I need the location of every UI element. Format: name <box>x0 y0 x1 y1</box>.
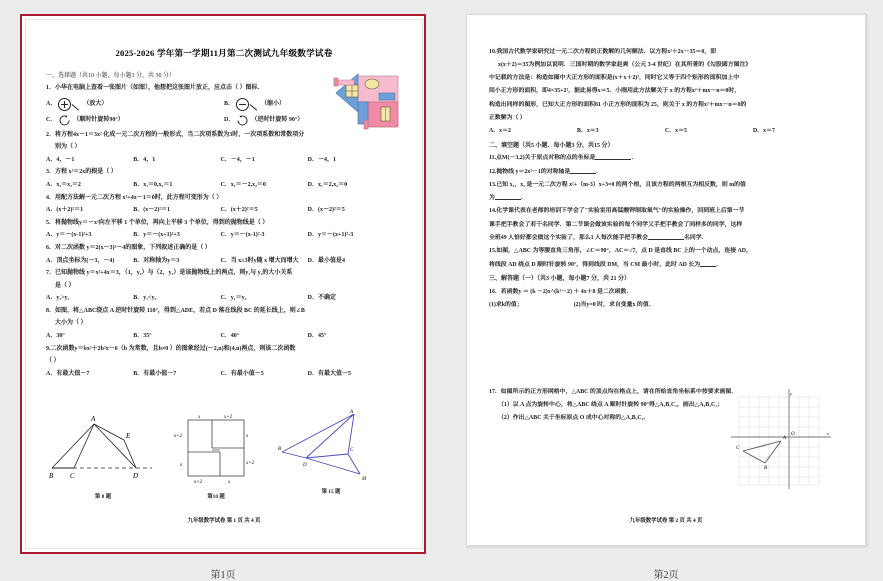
option-1C-label: C． <box>46 116 57 123</box>
option-7C: C．y₁＝y₂ <box>220 295 247 302</box>
page-2-frame[interactable] <box>466 14 866 546</box>
question-16-part-1: (1)求k的值； <box>489 301 523 308</box>
question-2-cont: 别为（ ） <box>55 144 81 151</box>
page-2-caption: 第2页 <box>653 570 679 581</box>
option-4B: B．(x－2)²＝1 <box>133 207 171 214</box>
question-14-tail: 名同学． <box>684 235 708 242</box>
question-13: 13.已知 x₁，x₂ 是一元二次方程 x²+（m-3）x+3=0 的两个根，且该方程的两根互为相反数，则 m的值 <box>489 181 746 188</box>
page-title: 2025-2026 学年第一学期11月第二次测试九年级数学试卷 <box>115 48 333 58</box>
question-11-tail: ． <box>631 155 638 162</box>
option-6B: B．对称轴为y＝3 <box>133 257 180 264</box>
page-2-content <box>467 15 865 545</box>
option-1C-text: （顺时针旋转90°） <box>73 116 124 123</box>
option-9C: C．有最小值－5 <box>220 370 264 377</box>
figure-15 <box>276 408 386 497</box>
question-15-tail: ． <box>716 261 723 268</box>
page-2-sheet <box>467 15 865 545</box>
svg-text:x+2: x+2 <box>174 434 183 439</box>
svg-text:x: x <box>246 434 249 439</box>
question-16: 16．若函数y ＝ (k －2)x^(k²－2) ＋ 4x＋8 是二次函数． <box>489 288 633 295</box>
question-10-line-5: 构造出同样的图形，已知大正方形的面积81 小正方形的面积为 25，则关于 x 的方程x²＋mx－n＝0的 <box>489 101 747 108</box>
option-4A: A．(x＋2)²＝1 <box>46 207 84 214</box>
option-10A: A．x＝2 <box>489 128 511 135</box>
question-17-part-2: （2）作出△ABC 关于坐标原点 O 成中心对称的△A₂B₂C₂． <box>498 415 650 422</box>
page-thumbnail-2[interactable] <box>466 14 866 581</box>
page-1-sheet <box>25 19 423 549</box>
answer-blank-14 <box>648 234 684 240</box>
figure-8 <box>48 412 158 502</box>
question-13-cont-text: 为 <box>489 195 495 202</box>
svg-text:D: D <box>303 463 307 468</box>
page-1-content <box>26 20 422 548</box>
magnifier-handle-icon <box>72 104 79 110</box>
svg-text:y: y <box>790 391 792 396</box>
option-2A: A．4，－1 <box>46 156 75 163</box>
magnifier-handle-icon <box>250 104 257 110</box>
option-10B: B．x＝3 <box>577 128 599 135</box>
question-4-options <box>46 205 402 216</box>
option-7A: A．y₁>y₂ <box>46 295 70 302</box>
option-4D: D．(x－2)²＝5 <box>307 207 345 214</box>
option-7D: D．不确定 <box>307 295 336 302</box>
question-10-line-2: x(x＋2)＝35为例加以说明．三国时期的数学家赵爽（公元 3-4 世纪）在其所著的《勾股圆方图注》 <box>498 61 752 68</box>
page-thumbnail-1[interactable] <box>20 14 426 581</box>
option-3D: D．x₁＝2,x₂＝0 <box>307 181 348 188</box>
question-9-cont: （ ） <box>46 358 60 365</box>
svg-text:O: O <box>791 432 795 437</box>
answer-blank-11 <box>595 154 631 160</box>
zoom-out-icon <box>236 98 249 111</box>
option-1D-label: D． <box>224 116 235 123</box>
question-14-line-3-text: 全班49 人恰好都会做这个实验了，那么1 人每次能手把手教会 <box>489 235 649 242</box>
figure-15-drawing <box>276 408 386 488</box>
svg-text:x+2: x+2 <box>246 461 255 466</box>
question-9-options <box>46 369 402 380</box>
page-1-caption: 第1页 <box>210 570 236 581</box>
figure-8-caption: 第 8 题 <box>94 494 112 501</box>
option-1A <box>46 98 224 111</box>
question-7-cont: 是（ ） <box>55 282 75 289</box>
svg-text:M: M <box>362 477 367 482</box>
option-3A: A．x₁＝x₂＝2 <box>46 181 81 188</box>
question-2-options <box>46 155 402 166</box>
question-14-line-3 <box>489 233 841 245</box>
option-6C: C．当 x≥3时y随 x 增大而增大 <box>220 257 299 264</box>
question-14-line-1: 14.化学课代表在老师的培训下学会了"实验室用高锰酸钾制取氧气"的实验操作，回到班上后第一节 <box>489 208 745 215</box>
question-17-part-1: （1）以 A 点为旋转中心，将△ABC 绕点 A 顺时针旋转 90°得△A₁B₁C₁，画出△A₁B₁C₁； <box>498 401 723 408</box>
option-4C: C．(x＋2)²＝5 <box>220 207 258 214</box>
option-9B: B．有最小值－7 <box>133 370 177 377</box>
option-8C: C．40° <box>220 333 240 340</box>
rotate-ccw-icon <box>236 114 249 127</box>
svg-text:A: A <box>350 410 354 415</box>
question-17: 17．如图所示的正方形网格中，△ABC 的顶点均在格点上，请在所给直角坐标系中按要求画图． <box>489 388 738 395</box>
option-1A-label: A． <box>46 100 57 107</box>
option-8B: B．35° <box>133 333 152 340</box>
option-9D: D．有最大值－5 <box>307 370 351 377</box>
svg-text:C: C <box>736 446 740 451</box>
question-5: 5．将抛物线y＝－x²向左平移 1 个单位，再向上平移 3 个单位，得到的抛物线是（ ） <box>46 219 269 226</box>
option-1C <box>46 114 224 127</box>
question-13-cont <box>489 193 841 205</box>
question-12-text: 12.抛物线 y＝2x²－1的对称轴是 <box>489 168 571 175</box>
page-1-selection-frame[interactable] <box>20 14 426 554</box>
option-2B: B．4，1 <box>133 156 156 163</box>
question-9: 9.二次函数y＝bx²＋2b²x－6（b 为常数，且b≠0 ）的图象经过(－2,n)和(4,n)两点，则该二次函数 <box>46 345 296 352</box>
question-6-options <box>46 256 402 267</box>
question-15-line-1: 15.如图，△ABC 为等腰直角三角形，∠C＝90°，AC＝√7，点 D 是直线 BC 上的一个动点，连接 AD， <box>489 248 752 255</box>
option-5C: C．y＝－(x-1)²-3 <box>220 232 265 239</box>
svg-text:A: A <box>91 415 96 423</box>
svg-text:B: B <box>49 472 54 480</box>
svg-text:x: x <box>827 431 829 436</box>
figure-15-caption: 第 15 题 <box>321 489 341 496</box>
option-1B-text: （缩小） <box>261 100 286 107</box>
section-3-heading: 三、解答题（一）（共3 小题，每小题7 分，共 21 分） <box>489 276 631 282</box>
option-10D: D．x＝7 <box>753 128 775 135</box>
question-15-line-2 <box>489 260 841 272</box>
svg-text:x: x <box>228 480 231 485</box>
option-10C: C．x＝5 <box>665 128 687 135</box>
question-3: 3．方程 x²＝2x的根是（ ） <box>46 169 117 176</box>
section-1-heading: 一、选择题（共10 小题，每小题3 分，共 30 分） <box>46 72 176 79</box>
question-8: 8．如图，将△ABC绕点 A 逆时针旋转 110°，得到△ADE，若点 D 落在线段 BC 的延长线上，则∠B <box>46 307 305 314</box>
rotate-cw-icon <box>58 114 71 127</box>
svg-text:x: x <box>198 415 201 420</box>
question-16-part-2: (2)当y=0 时，求自变量x 的值． <box>573 301 655 308</box>
svg-text:x+2: x+2 <box>224 415 233 420</box>
option-8D: D．45° <box>307 333 327 340</box>
question-13-tail: ． <box>520 195 527 202</box>
svg-text:C: C <box>70 472 75 480</box>
option-6A: A．顶点坐标为(－3，－4) <box>46 257 115 264</box>
option-5B: B．y＝－(x+1)²+3 <box>133 232 180 239</box>
zoom-in-icon <box>58 98 71 111</box>
option-7B: B．y₁<y₂ <box>133 295 157 302</box>
option-2D: D．－4，1 <box>307 156 336 163</box>
question-1: 1．小华在电脑上查看一张图片（如图），他想把这张图片放正，应点击（ ）图标． <box>46 85 264 92</box>
question-11-text: 11.点M(－3,2)关于原点对称的点的坐标是 <box>489 155 596 162</box>
option-1A-text: （放大） <box>83 100 108 107</box>
question-12-tail: ． <box>596 168 603 175</box>
svg-text:x: x <box>180 463 183 468</box>
page-2-footer: 九年级数学试卷 第 2 页 共 4 页 <box>629 518 703 525</box>
answer-blank-15 <box>700 261 716 267</box>
option-9A: A．有最大值－7 <box>46 370 90 377</box>
figure-10-drawing <box>166 412 266 486</box>
figure-17-grid <box>731 389 835 493</box>
question-7: 7．已知抛物线 y＝x²+4x＝3，（1，y₁）与（2，y₂）是该抛物线上的两点，则y₁与 y₂的大小关系 <box>46 270 293 277</box>
question-7-options <box>46 293 402 304</box>
question-5-options <box>46 230 402 241</box>
svg-text:A: A <box>783 436 787 441</box>
section-2-heading: 二、填空题（共5 小题．每小题3 分，共15 分） <box>489 142 614 149</box>
question-10-line-4: 间小正方形的面积，即4×35+2²，据此易得x＝5．小刚用此方法解关于 x 的方程x²＋mx－n＝0时， <box>489 88 741 95</box>
question-8-options <box>46 331 402 342</box>
svg-text:C: C <box>350 448 354 453</box>
question-10-line-3: 中记载的方法是：构造如图中大正方形的面积是(x＋x＋2)²，同时它又等于四个矩形的面积加上中 <box>489 75 740 82</box>
answer-blank-12 <box>570 168 596 174</box>
figure-10-caption: 第10 题 <box>207 494 225 501</box>
question-10-line-6: 正数解为（ ） <box>489 115 526 122</box>
option-6D: D．最小值是4 <box>307 257 345 264</box>
option-5A: A．y＝－(x-1)²+3 <box>46 232 92 239</box>
page-1-footer: 九年级数学试卷 第 1 页 共 4 页 <box>187 518 261 524</box>
option-3C: C．x₁＝－2,x₂＝0 <box>220 181 266 188</box>
question-14-line-2: 课手把手教会了若干名同学．第二节课会做该实验的每个同学又手把手教会了同样多的同学，这样 <box>489 221 743 228</box>
question-12 <box>489 167 841 179</box>
svg-text:B: B <box>764 466 768 471</box>
question-3-options <box>46 180 402 191</box>
option-2C: C．－4，－1 <box>220 156 255 163</box>
answer-blank-13 <box>495 194 521 200</box>
option-8A: A．30° <box>46 333 65 340</box>
question-2: 2．将方程4x－1＝3x² 化成一元二次方程的一般形式，当二次项系数为3时，一次项系数和常数项分 <box>46 131 305 138</box>
question-16-subparts <box>489 300 841 312</box>
option-5D: D．y＝－(x+1)²-3 <box>307 232 354 239</box>
svg-text:B: B <box>278 447 282 452</box>
option-1D-text: （逆时针旋转 90°） <box>251 116 304 123</box>
question-6: 6．对二次函数 y＝2(x－3)²－4的图象，下列叙述正确的是（ ） <box>46 244 211 251</box>
svg-text:E: E <box>126 432 131 440</box>
svg-text:D: D <box>133 472 139 480</box>
svg-text:x+2: x+2 <box>194 480 203 485</box>
question-10-line-1: 10.我国古代数学家研究过一元二次方程的正数解的几何解法．以方程x²＋2x－35＝0，即 <box>489 48 717 55</box>
question-8-cont: 大小为（ ） <box>55 320 87 327</box>
option-1B-label: B． <box>224 100 235 107</box>
figures-row <box>26 412 422 508</box>
question-4: 4．用配方法解一元二次方程 x²+4x－1＝0时，此方程可变形为（ ） <box>46 194 223 201</box>
option-3B: B．x₁＝0,x₂＝1 <box>133 181 173 188</box>
house-illustration <box>332 72 406 132</box>
figure-10 <box>166 412 266 502</box>
question-10-options <box>489 126 841 138</box>
question-11 <box>489 153 841 165</box>
figure-8-drawing <box>48 412 158 486</box>
question-15-line-2-text: 将线段 AD 绕点 D 顺时针旋转 90°，得到线段 DM，当 CM 最小时，此时 AD 长为 <box>489 261 701 268</box>
